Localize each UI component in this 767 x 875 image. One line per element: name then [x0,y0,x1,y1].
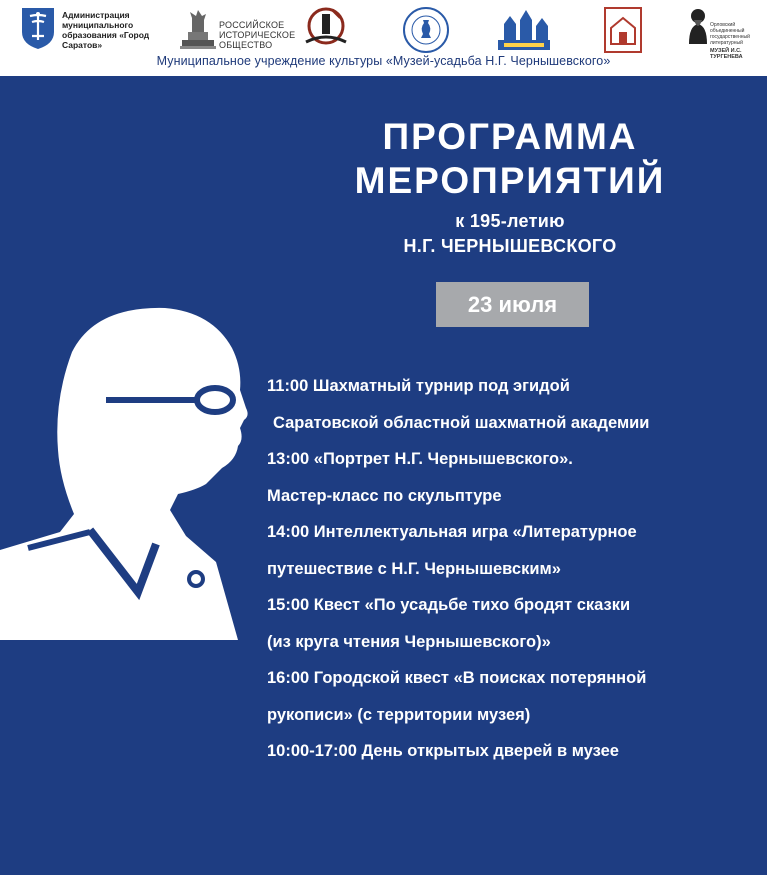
program-title-line1: ПРОГРАММА [382,116,638,157]
chernyshevsky-silhouette-icon [0,300,262,645]
person-name-subtitle: Н.Г. ЧЕРНЫШЕВСКОГО [403,236,617,256]
event-line: 10:00-17:00 День открытых дверей в музее [267,742,619,760]
event-line: 15:00 Квест «По усадьбе тихо бродят сказки [267,596,631,614]
museum-book-logo [603,6,643,56]
turgenev-museum-name: МУЗЕЙ И.С. ТУРГЕНЕВА [710,48,743,60]
saratov-city-logo [496,6,552,56]
event-line: 14:00 Интеллектуальная игра «Литературное [267,523,637,541]
administration-text: Администрация муниципального образования «Город Саратов» [62,10,150,50]
header [0,0,767,76]
library-emblem-logo [300,6,352,56]
event-line: рукописи» (с территории музея) [267,705,531,724]
museum-name-line: Муниципальное учреждение культуры «Музей-усадьба Н.Г. Чернышевского» [156,54,611,68]
anniversary-subtitle: к 195-летию [455,211,565,231]
monument-icon [178,6,218,56]
event-line: (из круга чтения Чернышевского)» [267,632,551,651]
event-line: 13:00 «Портрет Н.Г. Чернышевского». [267,450,573,468]
event-line: путешествие с Н.Г. Чернышевским» [267,559,561,578]
program-title-line2: МЕРОПРИЯТИЙ [354,160,666,201]
turgenev-museum-subtitle: Орловский объединенный государственный литературный [710,22,750,46]
chess-academy-seal-logo [402,6,450,56]
date-badge: 23 июля [436,282,589,327]
event-line: 11:00 Шахматный турнир под эгидой [267,377,570,395]
turgenev-portrait-icon [686,6,710,56]
event-line: Мастер-класс по скульптуре [267,486,502,505]
historical-society-text: РОССИЙСКОЕ ИСТОРИЧЕСКОЕ ОБЩЕСТВО [219,20,296,50]
event-line: 16:00 Городской квест «В поисках потерянной [267,669,647,687]
events-list [267,374,762,776]
event-line: Саратовской областной шахматной академии [273,413,650,432]
saratov-crest-logo [20,6,56,56]
